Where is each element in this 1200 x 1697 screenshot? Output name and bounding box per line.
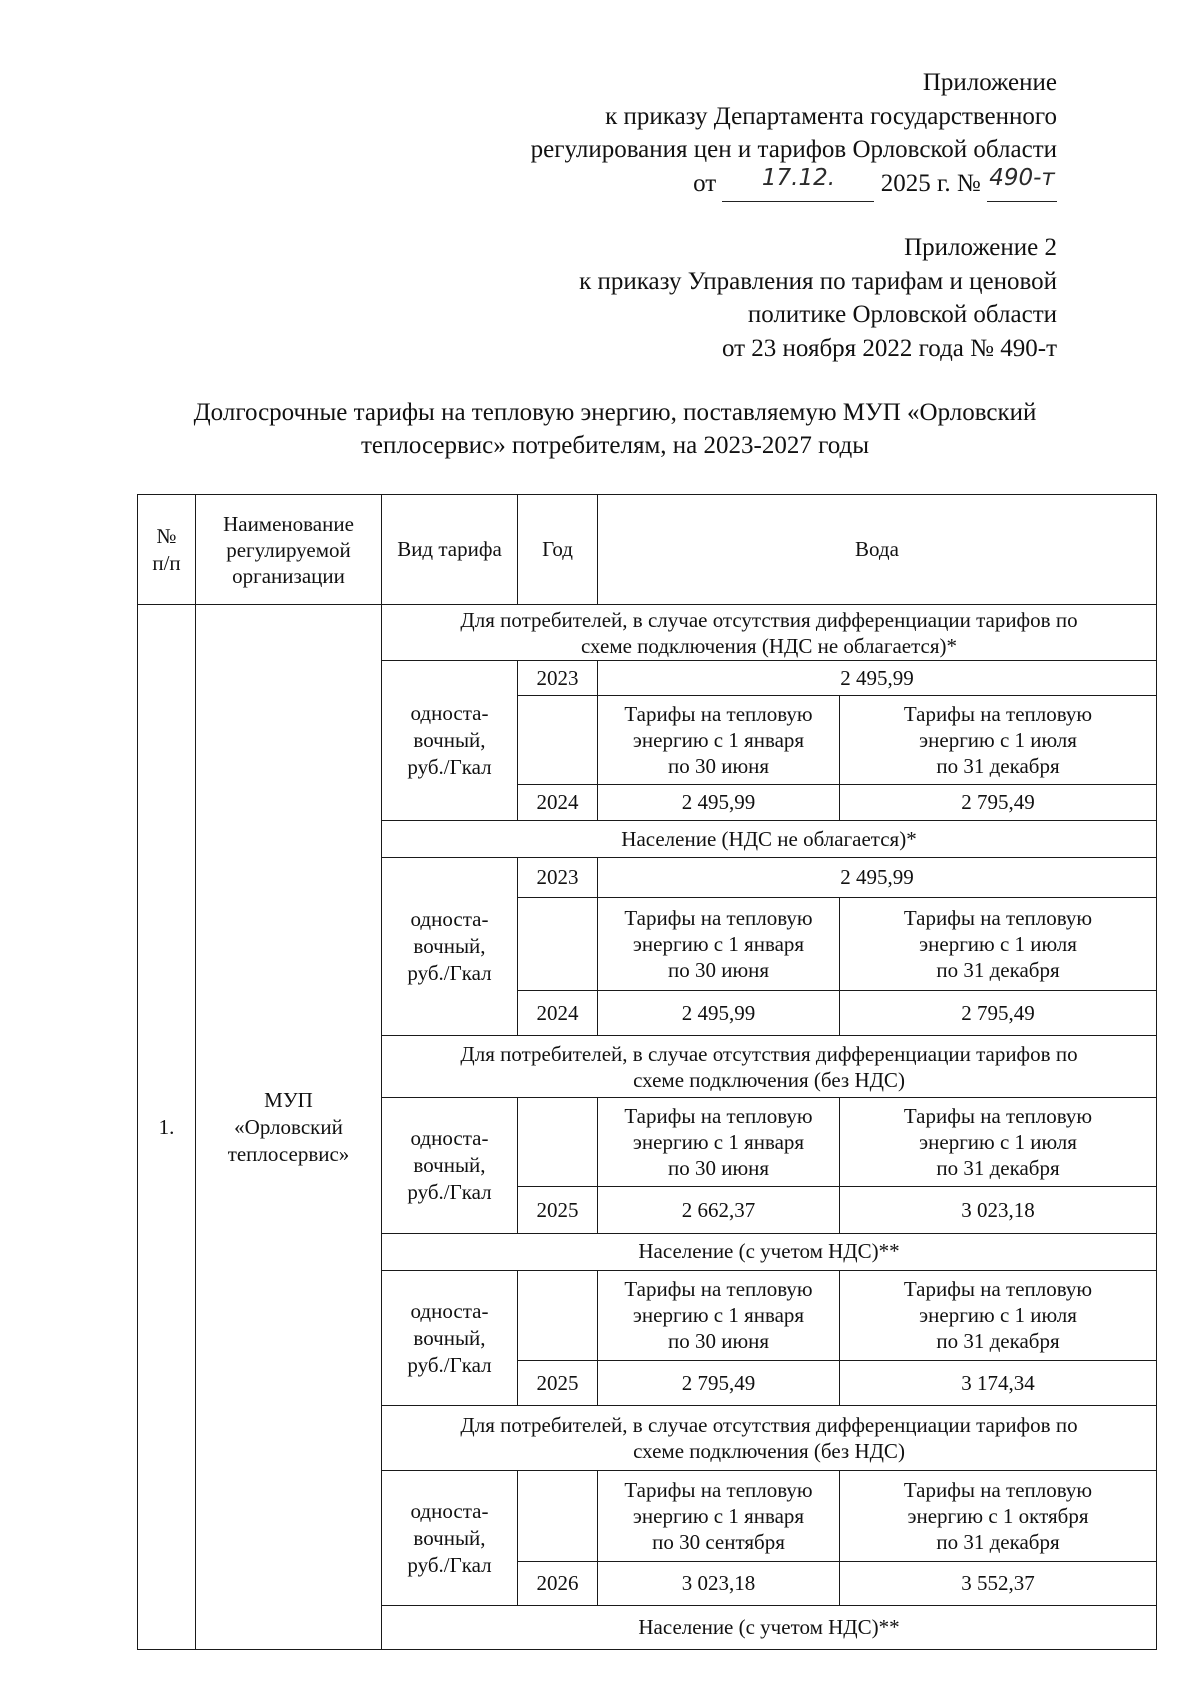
period-1-label: Тарифы на тепловую энергию с 1 января по 30 июня <box>598 696 840 785</box>
period-2-label: Тарифы на тепловую энергию с 1 июля по 31 декабря <box>840 1098 1157 1187</box>
handwritten-date: 17.12. <box>722 167 874 203</box>
table-header-row <box>138 495 1157 605</box>
appendix-department-line: регулирования цен и тарифов Орловской области <box>530 136 1057 163</box>
appendix2-region-line: политике Орловской области <box>747 301 1057 328</box>
year-cell: 2025 <box>518 1360 598 1406</box>
section-heading: Население (НДС не облагается)* <box>382 821 1157 858</box>
header-num: № п/п <box>138 495 196 605</box>
tariff-kind: односта- вочный, руб./Гкал <box>382 1470 518 1605</box>
section-heading: Для потребителей, в случае отсутствия дифференциации тарифов по схеме подключения (без НДС) <box>382 1035 1157 1097</box>
header-year: Год <box>518 495 598 605</box>
period-1-label: Тарифы на тепловую энергию с 1 января по 30 сентября <box>598 1470 840 1561</box>
value-cell: 2 495,99 <box>598 661 1157 696</box>
table-row <box>138 605 1157 661</box>
document-title: Долгосрочные тарифы на тепловую энергию, поставляемую МУП «Орловский теплосервис» потребителям, на 2023-2027 годы <box>193 399 1037 459</box>
year-cell: 2023 <box>518 858 598 898</box>
empty-year-cell <box>518 898 598 991</box>
value-cell: 2 662,37 <box>598 1187 840 1234</box>
period-2-label: Тарифы на тепловую энергию с 1 октября по 31 декабря <box>840 1470 1157 1561</box>
value-cell: 2 795,49 <box>598 1360 840 1406</box>
empty-year-cell <box>518 1270 598 1360</box>
section-heading: Для потребителей, в случае отсутствия дифференциации тарифов по схеме подключения (НДС не облагается)* <box>382 605 1157 661</box>
appendix2-title: Приложение 2 <box>904 234 1057 261</box>
section-heading: Население (с учетом НДС)** <box>382 1233 1157 1270</box>
value-cell: 3 174,34 <box>840 1360 1157 1406</box>
tariff-kind: односта- вочный, руб./Гкал <box>382 1098 518 1234</box>
tariff-kind: односта- вочный, руб./Гкал <box>382 858 518 1036</box>
period-1-label: Тарифы на тепловую энергию с 1 января по 30 июня <box>598 1098 840 1187</box>
tariff-kind: односта- вочный, руб./Гкал <box>382 1270 518 1406</box>
date-prefix: от <box>693 169 717 197</box>
section-heading: Население (с учетом НДС)** <box>382 1606 1157 1650</box>
year-cell: 2023 <box>518 661 598 696</box>
year-cell: 2025 <box>518 1187 598 1234</box>
section-heading: Для потребителей, в случае отсутствия дифференциации тарифов по схеме подключения (без НДС) <box>382 1406 1157 1471</box>
header-tariff-type: Вид тарифа <box>382 495 518 605</box>
period-2-label: Тарифы на тепловую энергию с 1 июля по 31 декабря <box>840 1270 1157 1360</box>
period-2-label: Тарифы на тепловую энергию с 1 июля по 31 декабря <box>840 696 1157 785</box>
period-1-label: Тарифы на тепловую энергию с 1 января по 30 июня <box>598 898 840 991</box>
appendix2-header <box>579 231 1057 365</box>
appendix-date-line <box>531 164 1057 203</box>
value-cell: 2 795,49 <box>840 785 1157 821</box>
empty-year-cell <box>518 1098 598 1187</box>
tariff-table <box>137 494 1157 1650</box>
appendix-header <box>531 66 1057 202</box>
org-name: МУП «Орловский теплосервис» <box>196 605 382 1650</box>
appendix2-order-line: к приказу Управления по тарифам и ценовой <box>579 267 1057 295</box>
value-cell: 2 495,99 <box>598 858 1157 898</box>
header-org: Наименование регулируемой организации <box>196 495 382 605</box>
value-cell: 2 495,99 <box>598 785 840 821</box>
value-cell: 2 795,49 <box>840 991 1157 1035</box>
year-cell: 2024 <box>518 991 598 1035</box>
year-cell: 2024 <box>518 785 598 821</box>
value-cell: 2 495,99 <box>598 991 840 1035</box>
appendix-title: Приложение <box>922 69 1057 96</box>
empty-year-cell <box>518 1470 598 1561</box>
tariff-kind: односта- вочный, руб./Гкал <box>382 661 518 821</box>
value-cell: 3 552,37 <box>840 1562 1157 1606</box>
handwritten-number: 490-т <box>987 167 1057 203</box>
header-water: Вода <box>598 495 1157 605</box>
row-number: 1. <box>138 605 196 1650</box>
year-text: 2025 г. № <box>880 169 981 197</box>
period-1-label: Тарифы на тепловую энергию с 1 января по 30 июня <box>598 1270 840 1360</box>
period-2-label: Тарифы на тепловую энергию с 1 июля по 31 декабря <box>840 898 1157 991</box>
year-cell: 2026 <box>518 1562 598 1606</box>
value-cell: 3 023,18 <box>598 1562 840 1606</box>
appendix-order-line: к приказу Департамента государственного <box>605 102 1057 130</box>
value-cell: 3 023,18 <box>840 1187 1157 1234</box>
appendix2-date-line: от 23 ноября 2022 года № 490-т <box>721 334 1057 362</box>
empty-year-cell <box>518 696 598 785</box>
